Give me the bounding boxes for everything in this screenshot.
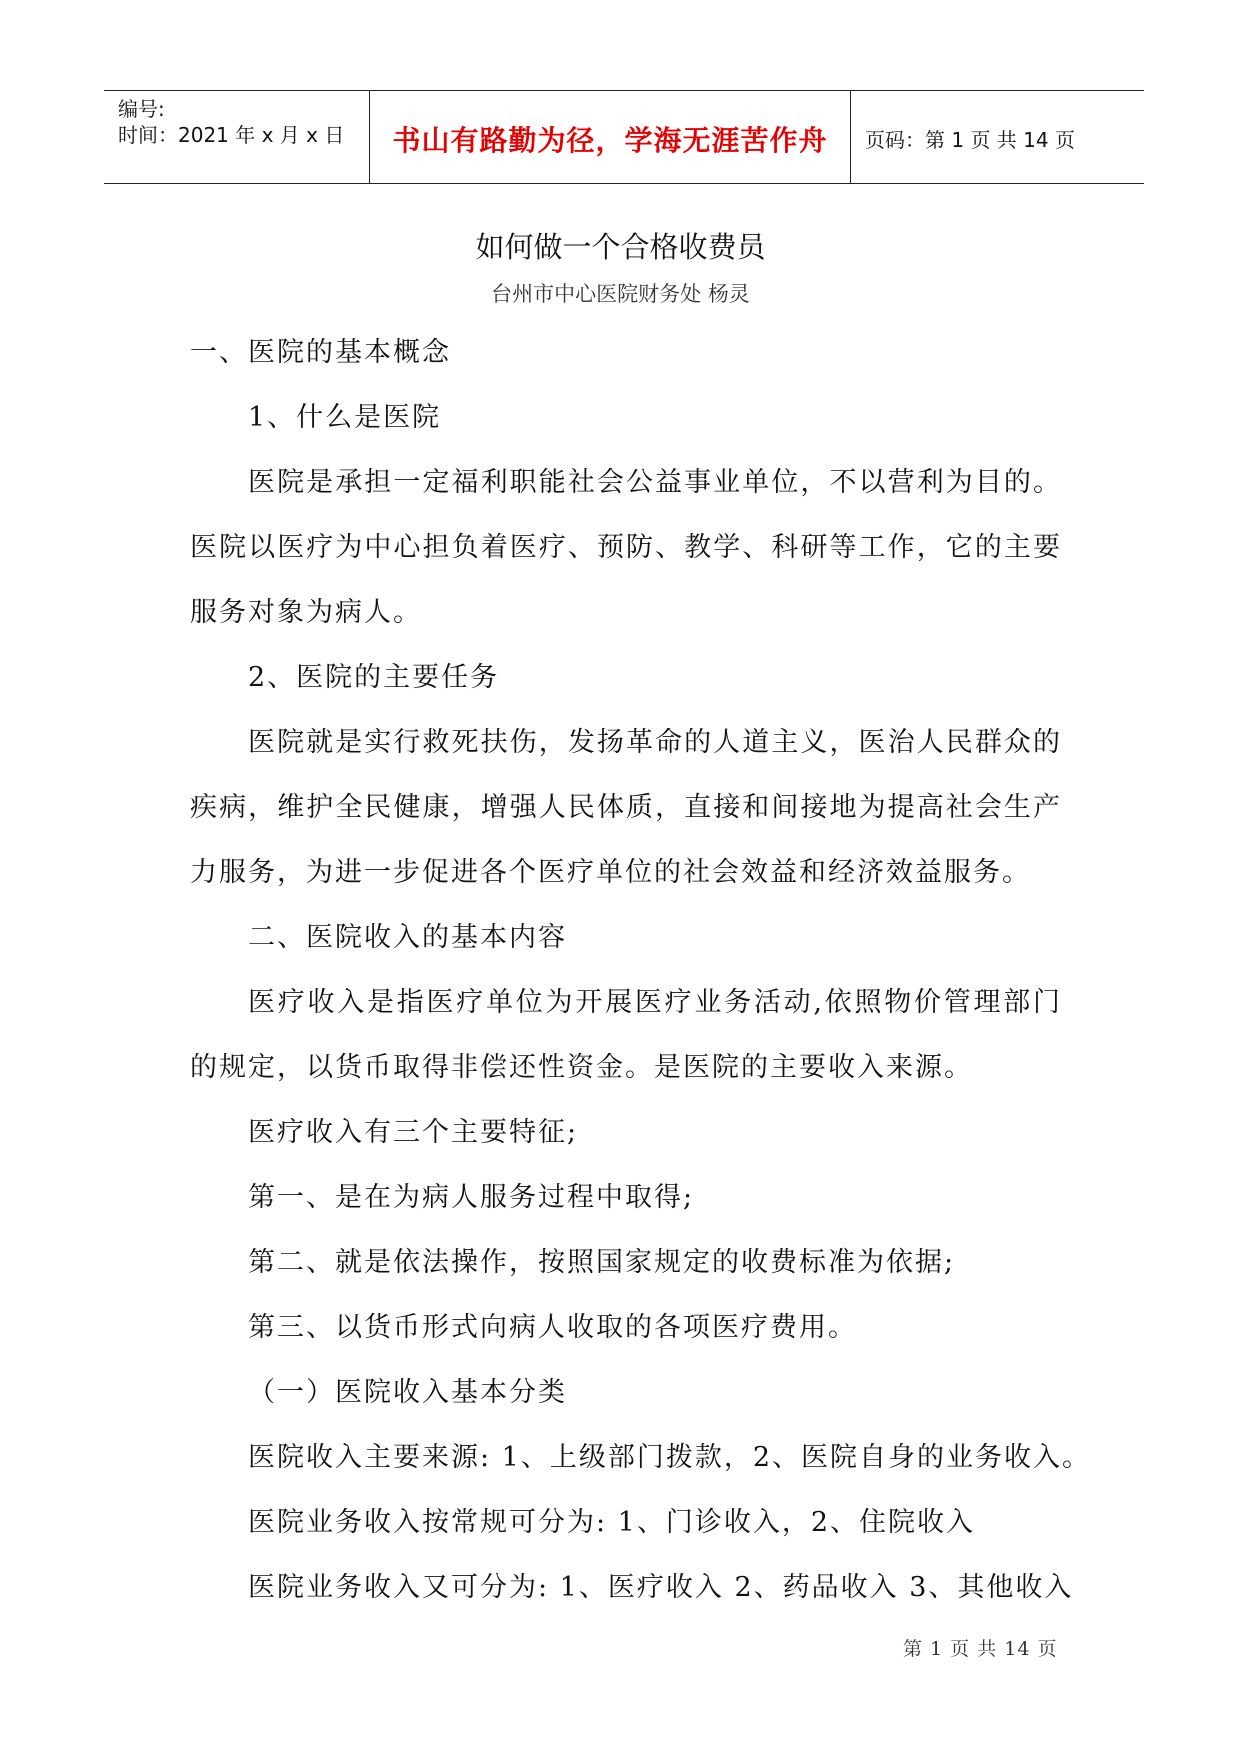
section-heading: 二、医院收入的基本内容 <box>248 922 567 953</box>
list-line: 第一、是在为病人服务过程中取得; <box>248 1182 695 1213</box>
list-line: 第三、以货币形式向病人收取的各项医疗费用。 <box>248 1312 857 1343</box>
list-line: 医院业务收入又可分为: 1、医疗收入 2、药品收入 3、其他收入 <box>248 1572 1074 1603</box>
list-line: 医院业务收入按常规可分为: 1、门诊收入，2、住院收入 <box>248 1507 976 1538</box>
section-heading: 一、医院的基本概念 <box>190 337 451 368</box>
paragraph: 医院是承担一定福利职能社会公益事业单位，不以营利为目的。医院以医疗为中心担负着医疗、预防、教学、科研等工作，它的主要服务对象为病人。 <box>190 467 1062 628</box>
document-author: 台州市中心医院财务处 杨灵 <box>491 282 750 306</box>
document-time-label: 时间：2021 年 x 月 x 日 <box>118 123 345 147</box>
document-title: 如何做一个合格收费员 <box>475 230 766 264</box>
subsection-heading: 2、医院的主要任务 <box>248 662 500 693</box>
header-motto-cell <box>369 91 851 183</box>
header-page-cell <box>851 91 1144 183</box>
page-footer: 第 1 页 共 14 页 <box>903 1638 1058 1660</box>
subsection-heading: 1、什么是医院 <box>248 402 442 433</box>
subsection-heading: （一）医院收入基本分类 <box>248 1377 567 1408</box>
document-header <box>104 90 1144 184</box>
list-line: 第二、就是依法操作，按照国家规定的收费标准为依据; <box>248 1247 956 1278</box>
list-line: 医疗收入有三个主要特征; <box>248 1117 579 1148</box>
paragraph: 医疗收入是指医疗单位为开展医疗业务活动,依照物价管理部门的规定，以货币取得非偿还性资金。是医院的主要收入来源。 <box>190 987 1062 1083</box>
header-meta-cell <box>104 91 369 183</box>
paragraph: 医院就是实行救死扶伤，发扬革命的人道主义，医治人民群众的疾病，维护全民健康，增强人民体质，直接和间接地为提高社会生产力服务，为进一步促进各个医疗单位的社会效益和经济效益服务。 <box>190 727 1062 888</box>
header-motto: 书山有路勤为径，学海无涯苦作舟 <box>392 124 828 157</box>
header-page-info: 页码：第 1 页 共 14 页 <box>865 128 1075 152</box>
list-line: 医院收入主要来源: 1、上级部门拨款，2、医院自身的业务收入。 <box>248 1442 1092 1473</box>
document-body <box>190 320 1092 1620</box>
document-number-label: 编号: <box>118 97 165 121</box>
